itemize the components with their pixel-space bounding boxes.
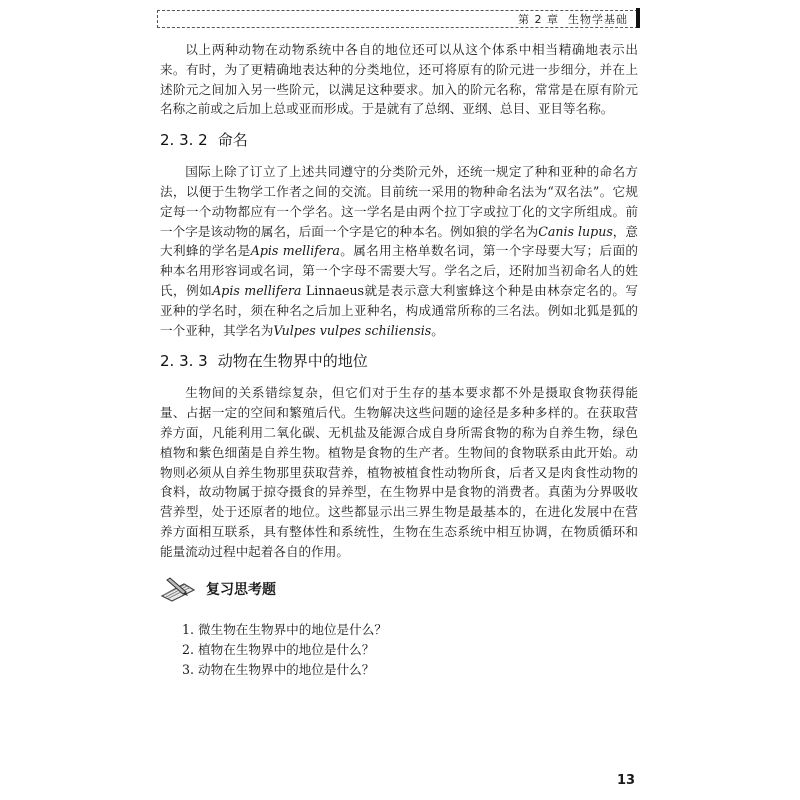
review-questions bbox=[160, 620, 638, 680]
running-header bbox=[518, 11, 628, 27]
header-title: 生物学基础 bbox=[568, 13, 628, 26]
review-title: 复习思考题 bbox=[206, 581, 276, 598]
page-number: 13 bbox=[617, 773, 636, 788]
header-chapter: 第 2 章 bbox=[518, 13, 559, 26]
section-heading-233 bbox=[160, 350, 638, 371]
review-header bbox=[160, 576, 638, 602]
section-number: 2. 3. 3 bbox=[160, 352, 208, 371]
text-run: 国际上除了订立了上述共同遵守的分类阶元外，还统一规定了种和亚种的命名方法，以便于生物学工作者之间的交流。目前统一采用的物种命名法为“双名法”。它规定每一个动物都应有一个学名。这一学名是由两个拉丁字或拉丁化的文字所组成。前一个字是该动物的属名，后面一个字是它的种本名。例如狼的学名为 bbox=[160, 164, 638, 239]
section-title: 命名 bbox=[217, 131, 248, 150]
latin-name-wolf: Canis lupus bbox=[538, 223, 613, 239]
text-run: 就是表示意大利蜜蜂这个种是由林奈定名的。写亚种的学名时，须在种名之后加上亚种名，构成通常所称的三名法。例如北狐是狐的一个亚种，其学名为 bbox=[160, 282, 639, 338]
section-number: 2. 3. 2 bbox=[160, 131, 208, 150]
list-item: 1. 微生物在生物界中的地位是什么？ bbox=[182, 621, 387, 637]
latin-name-bee-authority: Apis mellifera bbox=[212, 282, 302, 298]
status-paragraph: 生物间的关系错综复杂，但它们对于生存的基本要求都不外是摄取食物获得能量、占据一定的空间和繁殖后代。生物解决这些问题的途径是多种多样的。在获取营养方面，凡能利用二氧化碳、无机盐及能源合成自身所需食物的称为自养生物，绿色植物和紫色细菌是自养生物。植物是食物的生产者。生物间的食物联系由此开始。动物则必须从自养生物那里获取营养，植物被植食性动物所食，后者又是肉食性动物的食料，故动物属于掠夺摄食的异养型，在生物界中是食物的消费者。真菌为分界吸收营养型，处于还原者的地位。这些都显示出三界生物是最基本的，在进化发展中在营养方面相互联系，具有整体性和系统性，生物在生态系统中相互协调，在物质循环和能量流动过程中起着各自的作用。 bbox=[160, 385, 638, 559]
list-item: 2. 植物在生物界中的地位是什么？ bbox=[182, 641, 375, 657]
naming-paragraph bbox=[160, 162, 638, 340]
authority-name: Linnaeus bbox=[301, 282, 365, 298]
list-item: 3. 动物在生物界中的地位是什么？ bbox=[182, 661, 375, 677]
text-run: 。 bbox=[431, 322, 444, 338]
latin-name-fox: Vulpes vulpes schiliensis bbox=[273, 322, 432, 338]
latin-name-bee: Apis mellifera bbox=[250, 243, 340, 259]
header-bar bbox=[636, 8, 640, 28]
page-content bbox=[160, 40, 638, 680]
intro-paragraph: 以上两种动物在动物系统中各自的地位还可以从这个体系中相当精确地表示出来。有时，为了更精确地表达种的分类地位，还可将原有的阶元进一步细分，并在上述阶元之间加入另一些阶元，以满足这种要求。加入的阶元名称，常常是在原有阶元名称之前或之后加上总或亚而形成。于是就有了总纲、亚纲、总目、亚目等名称。 bbox=[160, 42, 638, 117]
text-run: ，意大利蜂的学名是 bbox=[160, 223, 639, 259]
text-run: 。属名用主格单数名词，第一个字母要大写；后面的种本名用形容词或名词，第一个字母不需要大写。学名之后，还附加当初命名人的姓氏，例如 bbox=[160, 243, 638, 298]
section-heading-232 bbox=[160, 129, 638, 150]
section-title: 动物在生物界中的地位 bbox=[217, 352, 368, 371]
pencil-notebook-icon bbox=[160, 576, 196, 602]
